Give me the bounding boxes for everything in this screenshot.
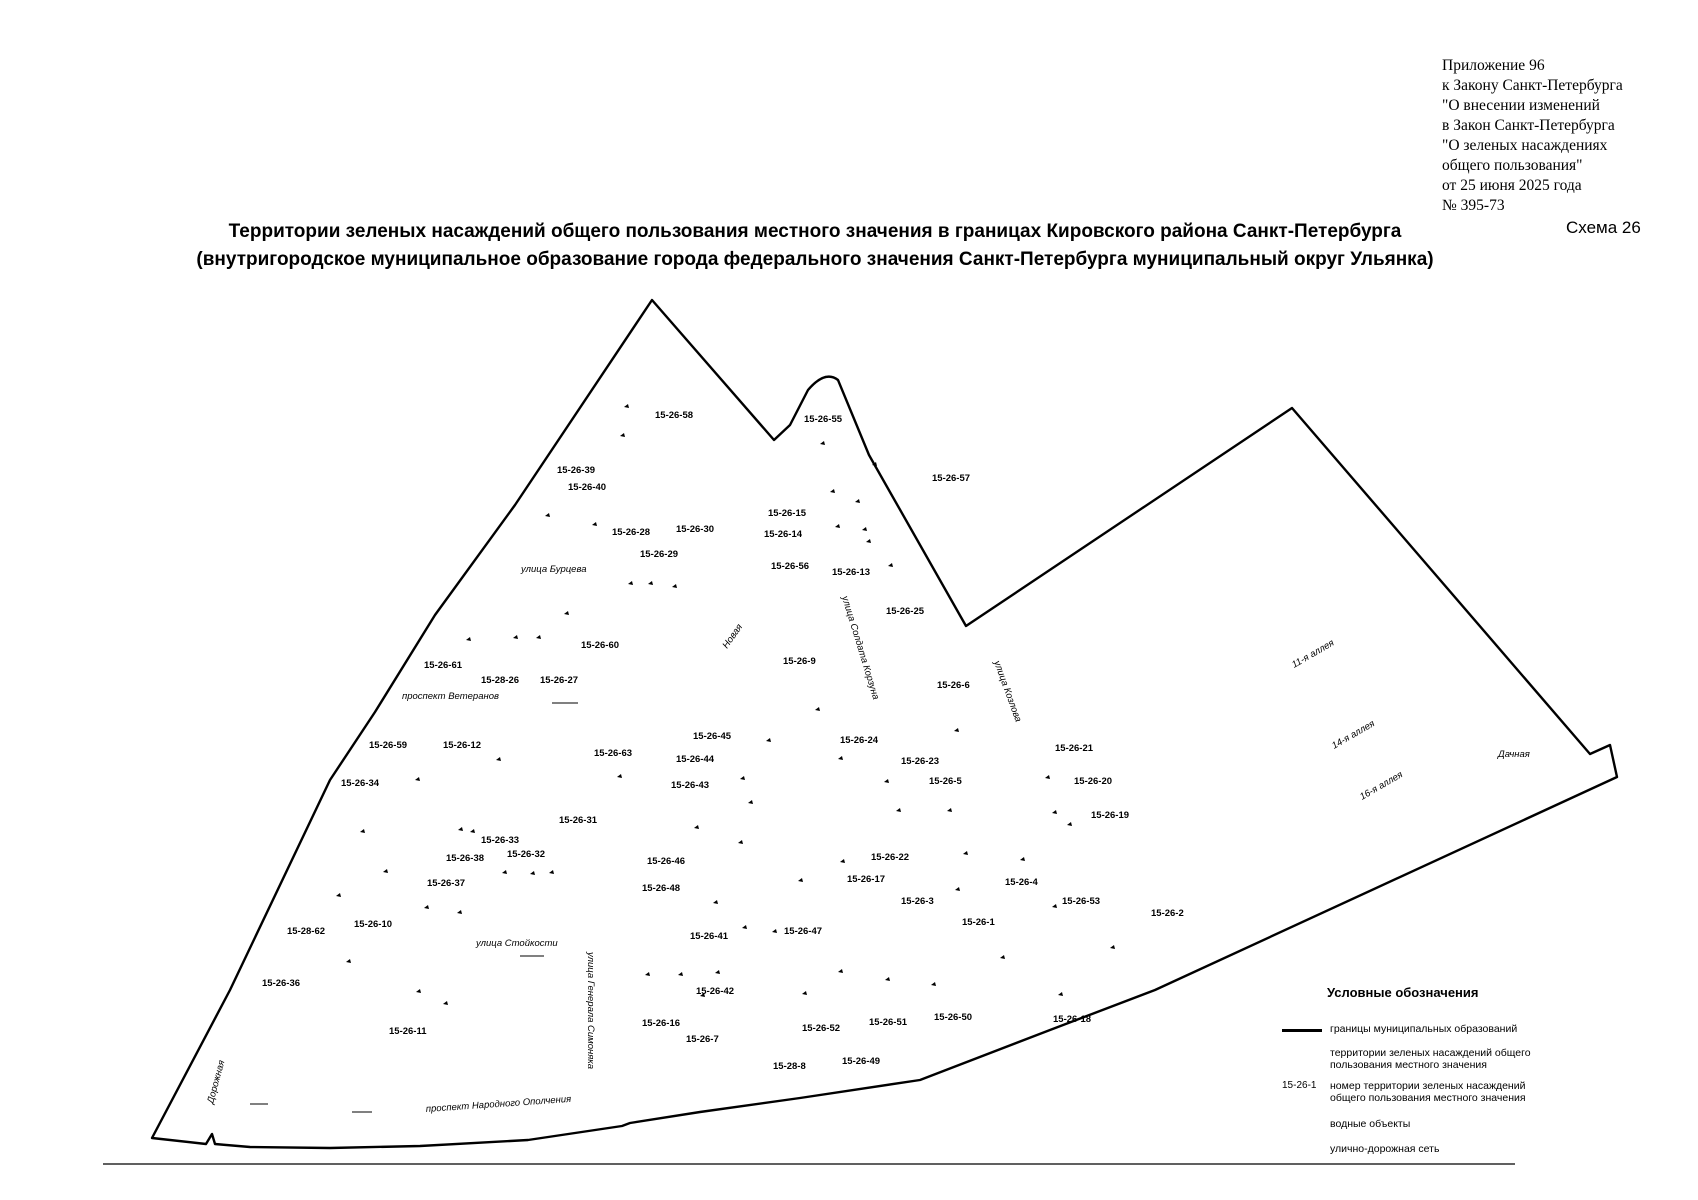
territory-label: 15-26-14 bbox=[764, 529, 803, 540]
territory-label: 15-26-25 bbox=[886, 606, 925, 617]
territory-label: 15-26-55 bbox=[804, 414, 843, 425]
street-label: 16-я аллея bbox=[1358, 769, 1405, 803]
territory-label: 15-26-3 bbox=[901, 896, 934, 907]
appendix-line: Приложение 96 bbox=[1442, 57, 1545, 74]
territory-mark bbox=[1110, 945, 1115, 949]
territory-mark bbox=[835, 524, 840, 528]
territory-mark bbox=[740, 776, 745, 780]
territory-label: 15-26-49 bbox=[842, 1056, 881, 1067]
territory-mark bbox=[549, 870, 554, 874]
territory-mark bbox=[648, 581, 653, 585]
territory-label: 15-26-63 bbox=[594, 748, 633, 759]
territory-label: 15-26-29 bbox=[640, 549, 679, 560]
territory-label: 15-26-22 bbox=[871, 852, 910, 863]
territory-mark bbox=[617, 774, 622, 778]
territory-mark bbox=[838, 756, 843, 760]
territory-mark bbox=[820, 441, 825, 445]
territory-label: 15-26-7 bbox=[686, 1034, 719, 1045]
street-label: Новая bbox=[720, 622, 746, 651]
territory-mark bbox=[840, 859, 845, 863]
territory-label: 15-26-37 bbox=[427, 878, 466, 889]
appendix-line: "О зеленых насаждениях bbox=[1442, 137, 1608, 154]
territory-label: 15-26-21 bbox=[1055, 743, 1094, 754]
territory-mark bbox=[383, 869, 388, 873]
territory-label: 15-26-38 bbox=[446, 853, 485, 864]
territory-mark bbox=[713, 900, 718, 904]
territory-label: 15-26-58 bbox=[655, 410, 694, 421]
territory-label: 15-26-34 bbox=[341, 778, 380, 789]
territory-mark bbox=[838, 969, 843, 973]
territory-mark bbox=[954, 728, 959, 732]
appendix-line: от 25 июня 2025 года bbox=[1442, 177, 1582, 194]
territory-label: 15-26-28 bbox=[612, 527, 651, 538]
territory-label: 15-26-45 bbox=[693, 731, 732, 742]
territory-mark bbox=[458, 827, 463, 831]
road-segments bbox=[250, 703, 578, 1112]
territory-label: 15-26-59 bbox=[369, 740, 408, 751]
territory-mark bbox=[1052, 810, 1057, 814]
legend-boundary-swatch bbox=[1282, 1029, 1322, 1032]
territory-label: 15-26-6 bbox=[937, 680, 970, 691]
territory-mark bbox=[592, 522, 597, 526]
territory-label: 15-26-18 bbox=[1053, 1014, 1092, 1025]
street-label: улица Стойкости bbox=[476, 938, 558, 949]
territory-mark bbox=[645, 972, 650, 976]
territory-mark bbox=[884, 779, 889, 783]
territory-label: 15-26-33 bbox=[481, 835, 520, 846]
territory-mark bbox=[502, 870, 507, 874]
appendix-line: в Закон Санкт-Петербурга bbox=[1442, 117, 1615, 134]
territory-label: 15-26-20 bbox=[1074, 776, 1113, 787]
street-label: улица Бурцева bbox=[521, 564, 587, 575]
territory-label: 15-26-27 bbox=[540, 675, 579, 686]
map-title-line-1: Территории зеленых насаждений общего пользования местного значения в границах Кировского района Санкт-Петербурга bbox=[228, 221, 1402, 242]
legend-roads-text: улично-дорожная сеть bbox=[1330, 1143, 1440, 1155]
territory-label: 15-26-31 bbox=[559, 815, 598, 826]
territory-mark bbox=[766, 738, 771, 742]
territory-mark bbox=[947, 808, 952, 812]
territory-mark bbox=[360, 829, 365, 833]
territory-label: 15-26-15 bbox=[768, 508, 807, 519]
street-label: проспект Ветеранов bbox=[402, 691, 499, 702]
appendix-line: "О внесении изменений bbox=[1442, 97, 1600, 114]
territory-mark bbox=[802, 991, 807, 995]
legend-title: Условные обозначения bbox=[1327, 985, 1479, 1000]
territory-label: 15-26-36 bbox=[262, 978, 301, 989]
territory-mark bbox=[346, 959, 351, 963]
territory-label: 15-26-16 bbox=[642, 1018, 681, 1029]
territory-label: 15-26-4 bbox=[1005, 877, 1038, 888]
territory-mark bbox=[443, 1001, 448, 1005]
territory-label: 15-26-30 bbox=[676, 524, 715, 535]
territory-mark bbox=[798, 878, 803, 882]
territory-label: 15-26-51 bbox=[869, 1017, 908, 1028]
territory-label: 15-26-23 bbox=[901, 756, 940, 767]
territory-mark bbox=[1045, 775, 1050, 779]
territory-label: 15-26-11 bbox=[389, 1026, 427, 1037]
appendix-line: к Закону Санкт-Петербурга bbox=[1442, 77, 1623, 94]
territory-label: 15-26-32 bbox=[507, 849, 546, 860]
territory-mark bbox=[513, 635, 518, 639]
territory-label: 15-26-40 bbox=[568, 482, 607, 493]
street-label: 11-я аллея bbox=[1290, 637, 1337, 671]
territory-mark bbox=[1052, 904, 1057, 908]
territory-label: 15-26-57 bbox=[932, 473, 971, 484]
street-label: улица Солдата Корзуна bbox=[839, 594, 882, 701]
territory-mark bbox=[830, 489, 835, 493]
street-label: Дорожная bbox=[205, 1058, 228, 1105]
territory-label: 15-26-48 bbox=[642, 883, 681, 894]
legend-water-text: водные объекты bbox=[1330, 1118, 1411, 1130]
territory-label: 15-26-19 bbox=[1091, 810, 1130, 821]
territory-labels bbox=[262, 410, 1184, 1072]
appendix-line: № 395-73 bbox=[1442, 197, 1505, 214]
territory-label: 15-26-9 bbox=[783, 656, 816, 667]
territory-mark bbox=[416, 989, 421, 993]
territory-label: 15-28-62 bbox=[287, 926, 326, 937]
territory-mark bbox=[888, 563, 893, 567]
territory-mark bbox=[742, 925, 747, 929]
territory-label: 15-26-10 bbox=[354, 919, 393, 930]
territory-mark bbox=[496, 757, 501, 761]
legend-boundary-text: границы муниципальных образований bbox=[1330, 1023, 1518, 1035]
map-title-line-2: (внутригородское муниципальное образование города федерального значения Санкт-Петербурга муниципальный округ Ульянка) bbox=[196, 249, 1434, 270]
territory-mark bbox=[1020, 857, 1025, 861]
territory-mark bbox=[457, 910, 462, 914]
territory-mark bbox=[862, 527, 867, 531]
legend-number-text: номер территории зеленых насаждений общего пользования местного значения bbox=[1330, 1080, 1526, 1104]
territory-mark bbox=[628, 581, 633, 585]
territory-label: 15-26-43 bbox=[671, 780, 710, 791]
territory-label: 15-26-47 bbox=[784, 926, 823, 937]
territory-mark bbox=[530, 871, 535, 875]
territory-mark bbox=[855, 499, 860, 503]
appendix-line: общего пользования" bbox=[1442, 157, 1583, 174]
territory-mark bbox=[1000, 955, 1005, 959]
territory-mark bbox=[694, 825, 699, 829]
territory-label: 15-26-13 bbox=[832, 567, 871, 578]
territory-mark bbox=[424, 905, 429, 909]
territory-mark bbox=[470, 829, 475, 833]
territory-mark bbox=[772, 929, 777, 933]
territory-label: 15-26-44 bbox=[676, 754, 715, 765]
territory-label: 15-28-26 bbox=[481, 675, 520, 686]
territory-label: 15-26-39 bbox=[557, 465, 596, 476]
territory-label: 15-26-60 bbox=[581, 640, 620, 651]
territory-label: 15-26-2 bbox=[1151, 908, 1184, 919]
territory-mark bbox=[678, 972, 683, 976]
street-label: 14-я аллея bbox=[1330, 718, 1377, 752]
territory-mark bbox=[885, 977, 890, 981]
territory-mark bbox=[415, 777, 420, 781]
territory-label: 15-26-41 bbox=[690, 931, 729, 942]
territory-label: 15-26-12 bbox=[443, 740, 482, 751]
territory-label: 15-26-24 bbox=[840, 735, 879, 746]
street-label: улица Козлова bbox=[991, 659, 1024, 724]
territory-mark bbox=[896, 808, 901, 812]
territory-mark bbox=[866, 539, 871, 543]
territory-label: 15-26-46 bbox=[647, 856, 686, 867]
territory-label: 15-26-56 bbox=[771, 561, 810, 572]
territory-mark bbox=[815, 707, 820, 711]
territory-label: 15-26-61 bbox=[424, 660, 463, 671]
territory-mark bbox=[963, 851, 968, 855]
legend-green-text: территории зеленых насаждений общего пользования местного значения bbox=[1330, 1047, 1531, 1071]
territory-label: 15-26-42 bbox=[696, 986, 735, 997]
territory-mark bbox=[545, 513, 550, 517]
territory-mark bbox=[931, 982, 936, 986]
territory-label: 15-26-17 bbox=[847, 874, 886, 885]
territory-mark bbox=[715, 970, 720, 974]
territory-mark bbox=[1067, 822, 1072, 826]
territory-label: 15-26-52 bbox=[802, 1023, 841, 1034]
scheme-number: Схема 26 bbox=[1566, 218, 1641, 237]
legend-sample-number: 15-26-1 bbox=[1282, 1080, 1317, 1091]
territory-mark bbox=[620, 433, 625, 437]
territory-mark bbox=[624, 404, 629, 408]
territory-marks bbox=[336, 404, 1115, 1005]
street-label: улица Генерала Симоняка bbox=[585, 952, 596, 1070]
territory-mark bbox=[536, 635, 541, 639]
territory-mark bbox=[955, 887, 960, 891]
territory-label: 15-26-50 bbox=[934, 1012, 973, 1023]
street-label: проспект Народного Ополчения bbox=[425, 1093, 572, 1115]
street-label: Дачная bbox=[1498, 749, 1530, 760]
territory-mark bbox=[466, 637, 471, 641]
territory-label: 15-28-8 bbox=[773, 1061, 806, 1072]
territory-label: 15-26-5 bbox=[929, 776, 962, 787]
territory-mark bbox=[336, 893, 341, 897]
territory-mark bbox=[748, 800, 753, 804]
territory-mark bbox=[672, 584, 677, 588]
territory-mark bbox=[738, 840, 743, 844]
territory-mark bbox=[564, 611, 569, 615]
territory-mark bbox=[1058, 992, 1063, 996]
territory-label: 15-26-53 bbox=[1062, 896, 1101, 907]
territory-label: 15-26-1 bbox=[962, 917, 995, 928]
